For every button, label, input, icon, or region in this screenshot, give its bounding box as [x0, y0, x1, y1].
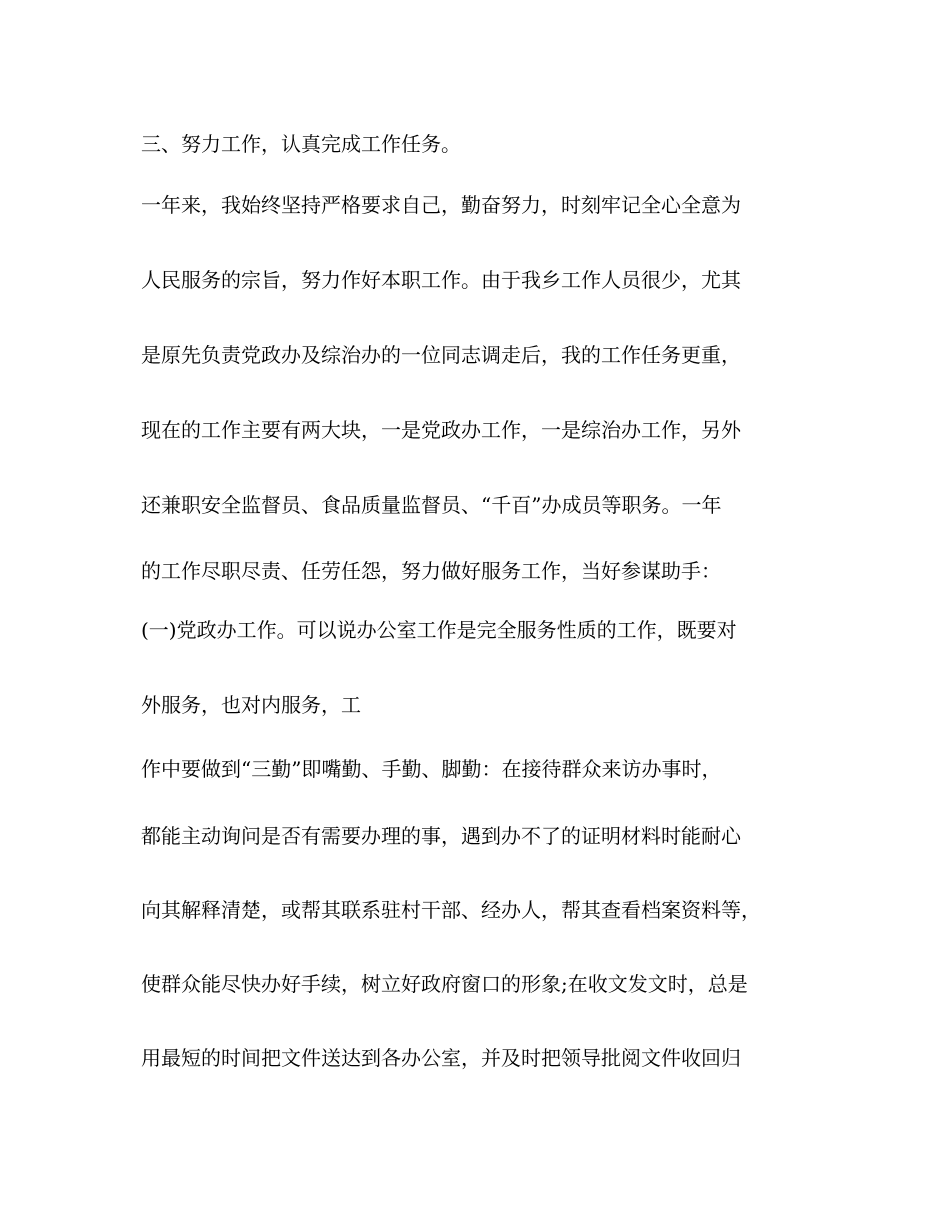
text-line: 作中要做到“三勤”即嘴勤、手勤、脚勤：在接待群众来访办事时， [141, 757, 722, 781]
text-line: 还兼职安全监督员、食品质量监督员、“千百”办成员等职务。一年 [141, 493, 722, 517]
text-line: 向其解释清楚，或帮其联系驻村干部、经办人，帮其查看档案资料等， [141, 898, 761, 922]
text-line: 人民服务的宗旨，努力作好本职工作。由于我乡工作人员很少，尤其 [141, 268, 741, 292]
text-line: 使群众能尽快办好手续，树立好政府窗口的形象;在收文发文时，总是 [141, 972, 748, 996]
text-line: 的工作尽职尽责、任劳任怨，努力做好服务工作，当好参谋助手： [141, 559, 721, 583]
text-line: 都能主动询问是否有需要办理的事，遇到办不了的证明材料时能耐心 [141, 824, 741, 848]
text-line: 是原先负责党政办及综治办的一位同志调走后，我的工作任务更重， [141, 343, 741, 367]
text-line: 用最短的时间把文件送达到各办公室，并及时把领导批阅文件收回归 [141, 1046, 741, 1070]
text-line: 一年来，我始终坚持严格要求自己，勤奋努力，时刻牢记全心全意为 [141, 193, 741, 217]
text-line: 现在的工作主要有两大块，一是党政办工作，一是综治办工作，另外 [141, 418, 741, 442]
text-line: 外服务，也对内服务，工 [141, 693, 361, 717]
text-line: (一)党政办工作。可以说办公室工作是完全服务性质的工作，既要对 [141, 618, 737, 642]
text-line: 三、努力工作，认真完成工作任务。 [141, 132, 461, 156]
